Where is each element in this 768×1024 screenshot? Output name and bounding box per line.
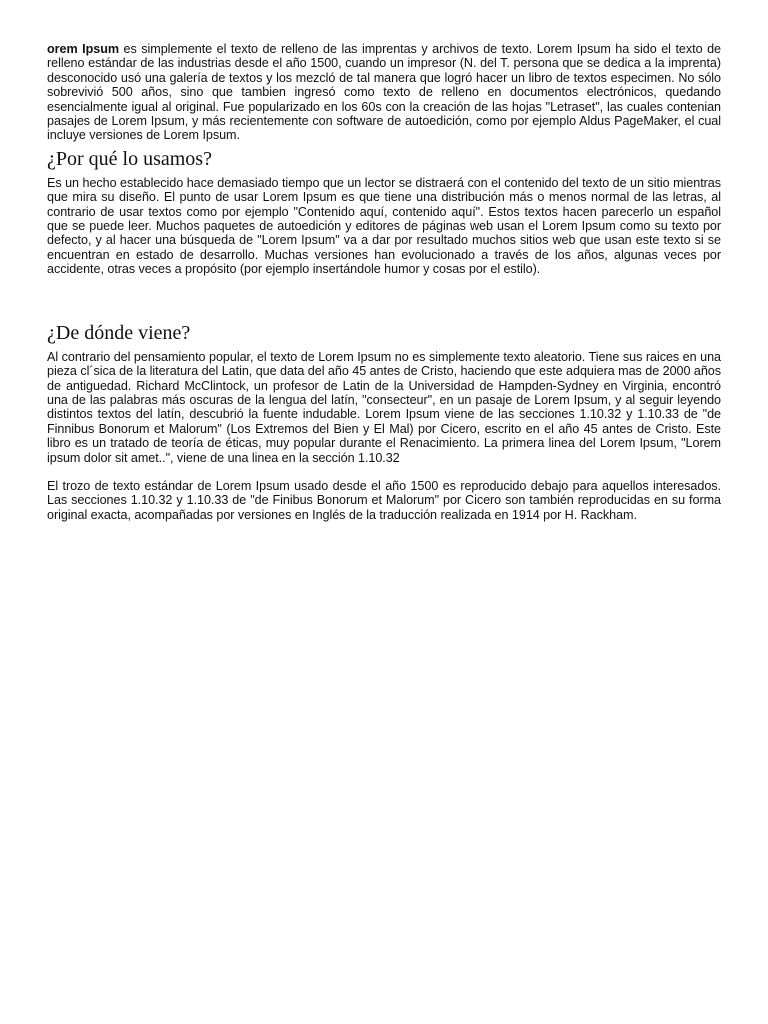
document-page (47, 42, 721, 522)
intro-lead-text: orem Ipsum (47, 42, 119, 56)
section-heading-why: ¿Por qué lo usamos? (47, 147, 212, 170)
intro-body-text: es simplemente el texto de relleno de las imprentas y archivos de texto. Lorem Ipsum ha sido el texto de relleno estándar de las industrias desde el año 1500, cuando un impresor (N. del T. persona que se dedica a la imprenta) desconocido usó una galería de textos y los mezcló de tal manera que logró hacer un libro de textos especimen. No sólo sobrevivió 500 años, sino que tambien ingresó como texto de relleno en documentos electrónicos, quedando esencialmente igual al original. Fue popularizado en los 60s con la creación de las hojas "Letraset", las cuales contenian pasajes de Lorem Ipsum, y más recientemente con software de autoedición, como por ejemplo Aldus PageMaker, el cual incluye versiones de Lorem Ipsum. (47, 42, 721, 143)
where-paragraph-2: El trozo de texto estándar de Lorem Ipsum usado desde el año 1500 es reproducido debajo para aquellos interesados. Las secciones 1.10.32 y 1.10.33 de "de Finibus Bonorum et Malorum" por Cicero son también reproducidas en su forma original exacta, acompañadas por versiones en Inglés de la traducción realizada en 1914 por H. Rackham. (47, 478, 721, 522)
where-paragraph: Al contrario del pensamiento popular, el texto de Lorem Ipsum no es simplemente texto aleatorio. Tiene sus raices en una pieza cl´sica de la literatura del Latin, que data del año 45 antes de Cristo, haciendo que este adquiera mas de 2000 años de antiguedad. Richard McClintock, un profesor de Latin de la Universidad de Hampden-Sydney en Virginia, encontró una de las palabras más oscuras de la lengua del latín, "consecteur", en un pasaje de Lorem Ipsum, y al seguir leyendo distintos textos del latín, descubrió la fuente indudable. Lorem Ipsum viene de las secciones 1.10.32 y 1.10.33 de "de Finnibus Bonorum et Malorum" (Los Extremos del Bien y El Mal) por Cicero, escrito en el año 45 antes de Cristo. Este libro es un tratado de teoría de éticas, muy popular durante el Renacimiento. La primera linea del Lorem Ipsum, "Lorem ipsum dolor sit amet..", viene de una linea en la sección 1.10.32 (47, 349, 721, 465)
why-paragraph: Es un hecho establecido hace demasiado tiempo que un lector se distraerá con el contenido del texto de un sitio mientras que mira su diseño. El punto de usar Lorem Ipsum es que tiene una distribución más o menos normal de las letras, al contrario de usar textos como por ejemplo "Contenido aquí, contenido aquí". Estos textos hacen parecerlo un español que se puede leer. Muchos paquetes de autoedición y editores de páginas web usan el Lorem Ipsum como su texto por defecto, y al hacer una búsqueda de "Lorem Ipsum" va a dar por resultado muchos sitios web que usan este texto si se encuentran en estado de desarrollo. Muchas versiones han evolucionado a través de los años, algunas veces por accidente, otras veces a propósito (por ejemplo insertándole humor y cosas por el estilo). (47, 175, 721, 277)
section-heading-where: ¿De dónde viene? (47, 321, 191, 344)
intro-paragraph (47, 42, 721, 143)
